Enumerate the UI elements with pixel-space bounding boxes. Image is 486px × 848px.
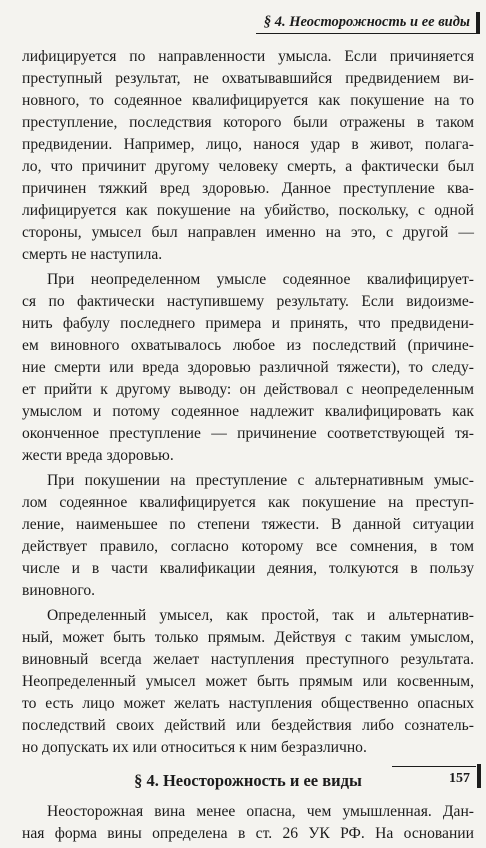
text-line: ем виновного охватывалось любое из последствий (причине- — [22, 337, 474, 354]
text-line: ло, что причинит другому человеку смерть, а фактически был — [22, 158, 474, 175]
text-line: ление, наименьшее по степени тяжести. В данной ситуации — [22, 516, 474, 533]
running-head — [0, 13, 484, 39]
text-line: причинен тяжкий вред здоровью. Данное преступление ква- — [22, 180, 474, 197]
text-line: ся по фактически наступившему результату. Если видоизме- — [22, 293, 474, 310]
running-head-title: § 4. Неосторожность и ее виды — [263, 14, 470, 30]
text-line: жести вреда здоровью. — [22, 447, 174, 464]
text-line: лом содеянное квалифицируется как покушение на преступ- — [22, 494, 474, 511]
text-line: Неопределенный умысел может быть прямым или косвенным, — [22, 673, 474, 690]
text-line: новного, то содеянное квалифицируется как покушение на то — [22, 92, 474, 109]
text-line: нить фабулу последнего примера и принять, что предвидени- — [22, 315, 474, 332]
footer-rule — [392, 766, 476, 767]
text-line: числе и в части квалификации деяния, толкуются в пользу — [22, 560, 474, 577]
text-line: При покушении на преступление с альтернативным умыс- — [47, 472, 474, 489]
text-line: лифицируется по направленности умысла. Если причиняется — [22, 48, 474, 65]
paragraph-4 — [22, 605, 474, 759]
text-line: смерть не наступила. — [22, 246, 163, 263]
text-line: последствий своих действий или бездействия либо сознатель- — [22, 717, 474, 734]
page-number: 157 — [449, 771, 470, 786]
text-line: Определенный умысел, как простой, так и альтернатив- — [47, 607, 474, 624]
text-line: виновного. — [22, 582, 96, 599]
text-line: оконченное преступление — причинение соответствующей тя- — [22, 425, 474, 442]
text-line: предвидении. Например, лицо, нанося удар в живот, полага- — [22, 136, 474, 153]
text-line: ная форма вины определена в ст. 26 УК РФ. На основании — [22, 825, 474, 842]
paragraph-3 — [22, 470, 474, 602]
footer-bar — [477, 764, 481, 788]
text-line: преступление, последствия которого были отражены в таком — [22, 114, 474, 131]
text-line: но допускать их или относиться к ним безразлично. — [22, 739, 367, 756]
paragraph-2 — [22, 269, 474, 467]
text-line: лифицируется как покушение на убийство, поскольку, с одной — [22, 202, 474, 219]
text-line: виновный всегда желает наступления преступного результата. — [22, 651, 474, 668]
running-head-rule — [256, 33, 480, 34]
text-line: ный, может быть только прямым. Действуя с таким умыслом, — [22, 629, 474, 646]
text-line: Неосторожная вина менее опасна, чем умышленная. Дан- — [47, 803, 474, 820]
text-line: стороны, умысел был направлен именно на это, с другой — — [22, 224, 474, 241]
body-text — [22, 46, 474, 848]
running-head-bar — [476, 12, 480, 33]
text-line: умыслом и потому содеянное надлежит квалифицировать как — [22, 403, 474, 420]
text-line: При неопределенном умысле содеянное квалифицирует- — [47, 271, 474, 288]
text-line: действует правило, согласно которому все сомнения, в том — [22, 538, 474, 555]
text-line: преступный результат, не охватывавшийся предвидением ви- — [22, 70, 474, 87]
section-heading: § 4. Неосторожность и ее виды — [134, 771, 362, 790]
page-footer — [0, 738, 486, 818]
text-line: то есть лицо может желать наступления общественно опасных — [22, 695, 474, 712]
text-line: ние смерти или вреда здоровью различной тяжести), то следу- — [22, 359, 474, 376]
text-line: ет прийти к другому выводу: он действовал с неопределенным — [22, 381, 474, 398]
paragraph-1 — [22, 46, 474, 266]
